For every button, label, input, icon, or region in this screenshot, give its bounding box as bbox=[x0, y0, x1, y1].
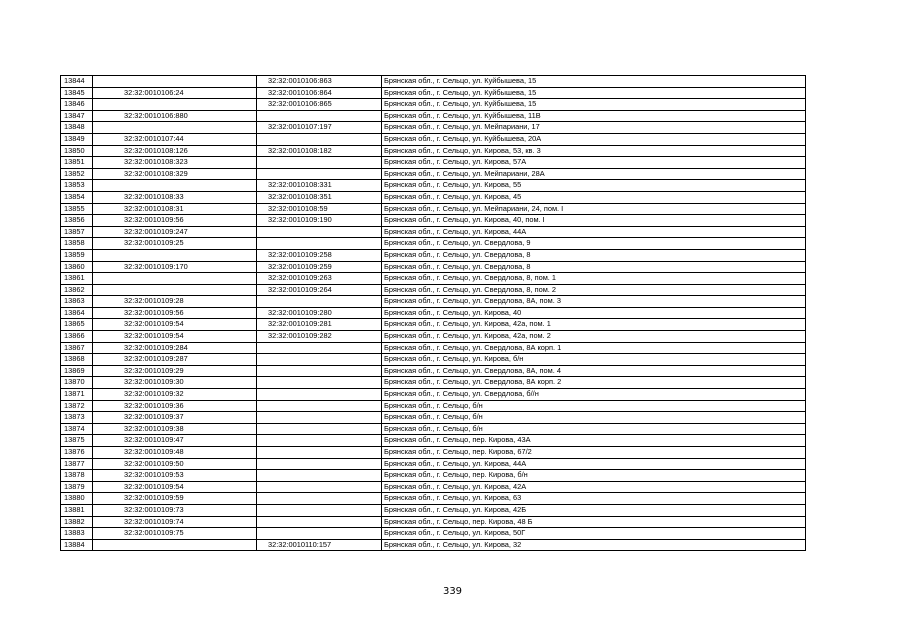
cadastral-number-cell: 32:32:0010108:182 bbox=[257, 145, 382, 157]
cadastral-number-cell bbox=[257, 342, 382, 354]
row-number-cell: 13856 bbox=[61, 215, 93, 227]
table-row bbox=[61, 307, 806, 319]
address-cell: Брянская обл., г. Сельцо, ул. Кирова, 42А bbox=[382, 481, 806, 493]
cadastral-number-cell bbox=[257, 412, 382, 424]
previous-cadastral-number-cell: 32:32:0010109:53 bbox=[93, 470, 257, 482]
table-row bbox=[61, 412, 806, 424]
address-cell: Брянская обл., г. Сельцо, ул. Свердлова, 8А корп. 2 bbox=[382, 377, 806, 389]
previous-cadastral-number-cell: 32:32:0010109:48 bbox=[93, 447, 257, 459]
row-number-cell: 13849 bbox=[61, 133, 93, 145]
table-row bbox=[61, 238, 806, 250]
row-number-cell: 13868 bbox=[61, 354, 93, 366]
table-row bbox=[61, 191, 806, 203]
row-number-cell: 13871 bbox=[61, 389, 93, 401]
address-cell: Брянская обл., г. Сельцо, ул. Мейпариани, 17 bbox=[382, 122, 806, 134]
cadastral-number-cell bbox=[257, 296, 382, 308]
row-number-cell: 13880 bbox=[61, 493, 93, 505]
row-number-cell: 13879 bbox=[61, 481, 93, 493]
table-row bbox=[61, 99, 806, 111]
previous-cadastral-number-cell: 32:32:0010109:30 bbox=[93, 377, 257, 389]
table-row bbox=[61, 516, 806, 528]
address-cell: Брянская обл., г. Сельцо, ул. Мейпариани, 28А bbox=[382, 168, 806, 180]
row-number-cell: 13873 bbox=[61, 412, 93, 424]
cadastral-number-cell bbox=[257, 377, 382, 389]
table-row bbox=[61, 435, 806, 447]
table-row bbox=[61, 87, 806, 99]
cadastral-number-cell bbox=[257, 516, 382, 528]
previous-cadastral-number-cell: 32:32:0010109:170 bbox=[93, 261, 257, 273]
table-row bbox=[61, 342, 806, 354]
cadastral-number-cell bbox=[257, 365, 382, 377]
cadastral-number-cell bbox=[257, 470, 382, 482]
row-number-cell: 13848 bbox=[61, 122, 93, 134]
previous-cadastral-number-cell: 32:32:0010109:75 bbox=[93, 528, 257, 540]
cadastral-number-cell bbox=[257, 354, 382, 366]
address-cell: Брянская обл., г. Сельцо, пер. Кирова, б/н bbox=[382, 470, 806, 482]
address-cell: Брянская обл., г. Сельцо, ул. Кирова, 32 bbox=[382, 539, 806, 551]
table-row bbox=[61, 122, 806, 134]
cadastral-number-cell: 32:32:0010107:197 bbox=[257, 122, 382, 134]
cadastral-number-cell bbox=[257, 423, 382, 435]
row-number-cell: 13864 bbox=[61, 307, 93, 319]
address-cell: Брянская обл., г. Сельцо, ул. Мейпариани, 24, пом. I bbox=[382, 203, 806, 215]
table-row bbox=[61, 203, 806, 215]
address-cell: Брянская обл., г. Сельцо, ул. Свердлова, 8 bbox=[382, 249, 806, 261]
previous-cadastral-number-cell: 32:32:0010109:54 bbox=[93, 481, 257, 493]
table-row bbox=[61, 354, 806, 366]
cadastral-number-cell bbox=[257, 400, 382, 412]
cadastral-number-cell bbox=[257, 504, 382, 516]
cadastral-number-cell: 32:32:0010109:281 bbox=[257, 319, 382, 331]
previous-cadastral-number-cell: 32:32:0010107:44 bbox=[93, 133, 257, 145]
table-row bbox=[61, 296, 806, 308]
address-cell: Брянская обл., г. Сельцо, ул. Кирова, 40, пом. I bbox=[382, 215, 806, 227]
previous-cadastral-number-cell bbox=[93, 76, 257, 88]
cadastral-number-cell: 32:32:0010109:282 bbox=[257, 331, 382, 343]
row-number-cell: 13857 bbox=[61, 226, 93, 238]
table-row bbox=[61, 504, 806, 516]
address-cell: Брянская обл., г. Сельцо, пер. Кирова, 67/2 bbox=[382, 447, 806, 459]
table-row bbox=[61, 377, 806, 389]
cadastral-number-cell: 32:32:0010106:865 bbox=[257, 99, 382, 111]
row-number-cell: 13860 bbox=[61, 261, 93, 273]
address-cell: Брянская обл., г. Сельцо, ул. Кирова, 57А bbox=[382, 157, 806, 169]
address-cell: Брянская обл., г. Сельцо, ул. Кирова, 42Б bbox=[382, 504, 806, 516]
previous-cadastral-number-cell: 32:32:0010109:28 bbox=[93, 296, 257, 308]
table-row bbox=[61, 261, 806, 273]
address-cell: Брянская обл., г. Сельцо, ул. Кирова, 42а, пом. 1 bbox=[382, 319, 806, 331]
row-number-cell: 13859 bbox=[61, 249, 93, 261]
row-number-cell: 13881 bbox=[61, 504, 93, 516]
table-row bbox=[61, 331, 806, 343]
cadastral-number-cell bbox=[257, 435, 382, 447]
table-row bbox=[61, 215, 806, 227]
row-number-cell: 13850 bbox=[61, 145, 93, 157]
previous-cadastral-number-cell bbox=[93, 273, 257, 285]
address-cell: Брянская обл., г. Сельцо, ул. Кирова, 40 bbox=[382, 307, 806, 319]
page-number: 339 bbox=[442, 586, 463, 597]
table-row bbox=[61, 423, 806, 435]
table-row bbox=[61, 528, 806, 540]
cadastral-number-cell: 32:32:0010109:280 bbox=[257, 307, 382, 319]
cadastral-number-cell: 32:32:0010109:258 bbox=[257, 249, 382, 261]
previous-cadastral-number-cell: 32:32:0010109:73 bbox=[93, 504, 257, 516]
cadastral-number-cell: 32:32:0010110:157 bbox=[257, 539, 382, 551]
address-cell: Брянская обл., г. Сельцо, б/н bbox=[382, 412, 806, 424]
row-number-cell: 13870 bbox=[61, 377, 93, 389]
cadastral-number-cell bbox=[257, 458, 382, 470]
previous-cadastral-number-cell bbox=[93, 249, 257, 261]
cadastral-table-sheet bbox=[60, 75, 805, 551]
table-row bbox=[61, 365, 806, 377]
table-row bbox=[61, 458, 806, 470]
address-cell: Брянская обл., г. Сельцо, ул. Кирова, 63 bbox=[382, 493, 806, 505]
row-number-cell: 13866 bbox=[61, 331, 93, 343]
previous-cadastral-number-cell: 32:32:0010106:880 bbox=[93, 110, 257, 122]
table-row bbox=[61, 168, 806, 180]
previous-cadastral-number-cell: 32:32:0010109:74 bbox=[93, 516, 257, 528]
previous-cadastral-number-cell bbox=[93, 122, 257, 134]
previous-cadastral-number-cell: 32:32:0010109:54 bbox=[93, 331, 257, 343]
cadastral-number-cell: 32:32:0010108:59 bbox=[257, 203, 382, 215]
cadastral-number-cell bbox=[257, 226, 382, 238]
table-row bbox=[61, 447, 806, 459]
table-row bbox=[61, 133, 806, 145]
row-number-cell: 13858 bbox=[61, 238, 93, 250]
cadastral-number-cell bbox=[257, 133, 382, 145]
table-row bbox=[61, 180, 806, 192]
table-row bbox=[61, 284, 806, 296]
address-cell: Брянская обл., г. Сельцо, ул. Куйбышева, 15 bbox=[382, 76, 806, 88]
table-row bbox=[61, 319, 806, 331]
table-row bbox=[61, 400, 806, 412]
address-cell: Брянская обл., г. Сельцо, ул. Куйбышева, 15 bbox=[382, 87, 806, 99]
row-number-cell: 13853 bbox=[61, 180, 93, 192]
row-number-cell: 13876 bbox=[61, 447, 93, 459]
cadastral-number-cell bbox=[257, 157, 382, 169]
table-row bbox=[61, 110, 806, 122]
previous-cadastral-number-cell: 32:32:0010109:284 bbox=[93, 342, 257, 354]
address-cell: Брянская обл., г. Сельцо, ул. Свердлова, б//н bbox=[382, 389, 806, 401]
cadastral-number-cell bbox=[257, 493, 382, 505]
cadastral-number-cell: 32:32:0010108:331 bbox=[257, 180, 382, 192]
cadastral-number-cell bbox=[257, 481, 382, 493]
address-cell: Брянская обл., г. Сельцо, ул. Кирова, 53, кв. 3 bbox=[382, 145, 806, 157]
address-cell: Брянская обл., г. Сельцо, б/н bbox=[382, 423, 806, 435]
previous-cadastral-number-cell: 32:32:0010109:247 bbox=[93, 226, 257, 238]
row-number-cell: 13861 bbox=[61, 273, 93, 285]
row-number-cell: 13844 bbox=[61, 76, 93, 88]
cadastral-number-cell: 32:32:0010106:864 bbox=[257, 87, 382, 99]
previous-cadastral-number-cell: 32:32:0010109:287 bbox=[93, 354, 257, 366]
previous-cadastral-number-cell: 32:32:0010109:37 bbox=[93, 412, 257, 424]
address-cell: Брянская обл., г. Сельцо, ул. Свердлова, 8, пом. 2 bbox=[382, 284, 806, 296]
table-row bbox=[61, 76, 806, 88]
row-number-cell: 13862 bbox=[61, 284, 93, 296]
table-row bbox=[61, 226, 806, 238]
row-number-cell: 13872 bbox=[61, 400, 93, 412]
cadastral-table bbox=[60, 75, 806, 551]
cadastral-number-cell: 32:32:0010109:263 bbox=[257, 273, 382, 285]
address-cell: Брянская обл., г. Сельцо, ул. Кирова, 45 bbox=[382, 191, 806, 203]
previous-cadastral-number-cell bbox=[93, 99, 257, 111]
cadastral-number-cell bbox=[257, 528, 382, 540]
row-number-cell: 13875 bbox=[61, 435, 93, 447]
cadastral-number-cell: 32:32:0010108:351 bbox=[257, 191, 382, 203]
previous-cadastral-number-cell: 32:32:0010109:29 bbox=[93, 365, 257, 377]
address-cell: Брянская обл., г. Сельцо, ул. Кирова, б/н bbox=[382, 354, 806, 366]
table-row bbox=[61, 470, 806, 482]
cadastral-number-cell: 32:32:0010109:259 bbox=[257, 261, 382, 273]
table-row bbox=[61, 145, 806, 157]
row-number-cell: 13863 bbox=[61, 296, 93, 308]
address-cell: Брянская обл., г. Сельцо, ул. Кирова, 50Г bbox=[382, 528, 806, 540]
previous-cadastral-number-cell: 32:32:0010106:24 bbox=[93, 87, 257, 99]
cadastral-number-cell bbox=[257, 389, 382, 401]
row-number-cell: 13855 bbox=[61, 203, 93, 215]
table-row bbox=[61, 539, 806, 551]
row-number-cell: 13877 bbox=[61, 458, 93, 470]
previous-cadastral-number-cell: 32:32:0010109:54 bbox=[93, 319, 257, 331]
row-number-cell: 13854 bbox=[61, 191, 93, 203]
previous-cadastral-number-cell: 32:32:0010109:56 bbox=[93, 307, 257, 319]
address-cell: Брянская обл., г. Сельцо, ул. Кирова, 44А bbox=[382, 458, 806, 470]
previous-cadastral-number-cell: 32:32:0010108:323 bbox=[93, 157, 257, 169]
row-number-cell: 13884 bbox=[61, 539, 93, 551]
table-row bbox=[61, 481, 806, 493]
previous-cadastral-number-cell: 32:32:0010109:47 bbox=[93, 435, 257, 447]
row-number-cell: 13851 bbox=[61, 157, 93, 169]
previous-cadastral-number-cell bbox=[93, 539, 257, 551]
row-number-cell: 13847 bbox=[61, 110, 93, 122]
address-cell: Брянская обл., г. Сельцо, ул. Свердлова, 8 bbox=[382, 261, 806, 273]
address-cell: Брянская обл., г. Сельцо, ул. Кирова, 44А bbox=[382, 226, 806, 238]
previous-cadastral-number-cell: 32:32:0010109:50 bbox=[93, 458, 257, 470]
address-cell: Брянская обл., г. Сельцо, пер. Кирова, 43А bbox=[382, 435, 806, 447]
address-cell: Брянская обл., г. Сельцо, ул. Кирова, 55 bbox=[382, 180, 806, 192]
cadastral-number-cell: 32:32:0010106:863 bbox=[257, 76, 382, 88]
address-cell: Брянская обл., г. Сельцо, б/н bbox=[382, 400, 806, 412]
row-number-cell: 13874 bbox=[61, 423, 93, 435]
row-number-cell: 13867 bbox=[61, 342, 93, 354]
table-row bbox=[61, 157, 806, 169]
row-number-cell: 13883 bbox=[61, 528, 93, 540]
table-body bbox=[61, 76, 806, 551]
address-cell: Брянская обл., г. Сельцо, ул. Куйбышева, 20А bbox=[382, 133, 806, 145]
address-cell: Брянская обл., г. Сельцо, ул. Свердлова, 8А, пом. 4 bbox=[382, 365, 806, 377]
cadastral-number-cell: 32:32:0010109:190 bbox=[257, 215, 382, 227]
row-number-cell: 13846 bbox=[61, 99, 93, 111]
table-row bbox=[61, 493, 806, 505]
previous-cadastral-number-cell: 32:32:0010108:31 bbox=[93, 203, 257, 215]
row-number-cell: 13845 bbox=[61, 87, 93, 99]
cadastral-number-cell bbox=[257, 110, 382, 122]
address-cell: Брянская обл., г. Сельцо, ул. Свердлова, 9 bbox=[382, 238, 806, 250]
address-cell: Брянская обл., г. Сельцо, ул. Куйбышева, 11В bbox=[382, 110, 806, 122]
address-cell: Брянская обл., г. Сельцо, ул. Свердлова, 8, пом. 1 bbox=[382, 273, 806, 285]
row-number-cell: 13852 bbox=[61, 168, 93, 180]
row-number-cell: 13865 bbox=[61, 319, 93, 331]
address-cell: Брянская обл., г. Сельцо, ул. Свердлова, 8А, пом. 3 bbox=[382, 296, 806, 308]
row-number-cell: 13878 bbox=[61, 470, 93, 482]
address-cell: Брянская обл., г. Сельцо, ул. Кирова, 42а, пом. 2 bbox=[382, 331, 806, 343]
table-row bbox=[61, 273, 806, 285]
previous-cadastral-number-cell: 32:32:0010109:32 bbox=[93, 389, 257, 401]
previous-cadastral-number-cell: 32:32:0010109:38 bbox=[93, 423, 257, 435]
row-number-cell: 13869 bbox=[61, 365, 93, 377]
cadastral-number-cell bbox=[257, 238, 382, 250]
previous-cadastral-number-cell: 32:32:0010108:33 bbox=[93, 191, 257, 203]
previous-cadastral-number-cell: 32:32:0010109:56 bbox=[93, 215, 257, 227]
cadastral-number-cell: 32:32:0010109:264 bbox=[257, 284, 382, 296]
row-number-cell: 13882 bbox=[61, 516, 93, 528]
table-row bbox=[61, 249, 806, 261]
previous-cadastral-number-cell: 32:32:0010109:59 bbox=[93, 493, 257, 505]
cadastral-number-cell bbox=[257, 168, 382, 180]
table-row bbox=[61, 389, 806, 401]
previous-cadastral-number-cell: 32:32:0010108:126 bbox=[93, 145, 257, 157]
previous-cadastral-number-cell: 32:32:0010108:329 bbox=[93, 168, 257, 180]
previous-cadastral-number-cell bbox=[93, 284, 257, 296]
previous-cadastral-number-cell bbox=[93, 180, 257, 192]
address-cell: Брянская обл., г. Сельцо, ул. Свердлова, 8А корп. 1 bbox=[382, 342, 806, 354]
address-cell: Брянская обл., г. Сельцо, ул. Куйбышева, 15 bbox=[382, 99, 806, 111]
previous-cadastral-number-cell: 32:32:0010109:25 bbox=[93, 238, 257, 250]
previous-cadastral-number-cell: 32:32:0010109:36 bbox=[93, 400, 257, 412]
cadastral-number-cell bbox=[257, 447, 382, 459]
address-cell: Брянская обл., г. Сельцо, пер. Кирова, 48 Б bbox=[382, 516, 806, 528]
